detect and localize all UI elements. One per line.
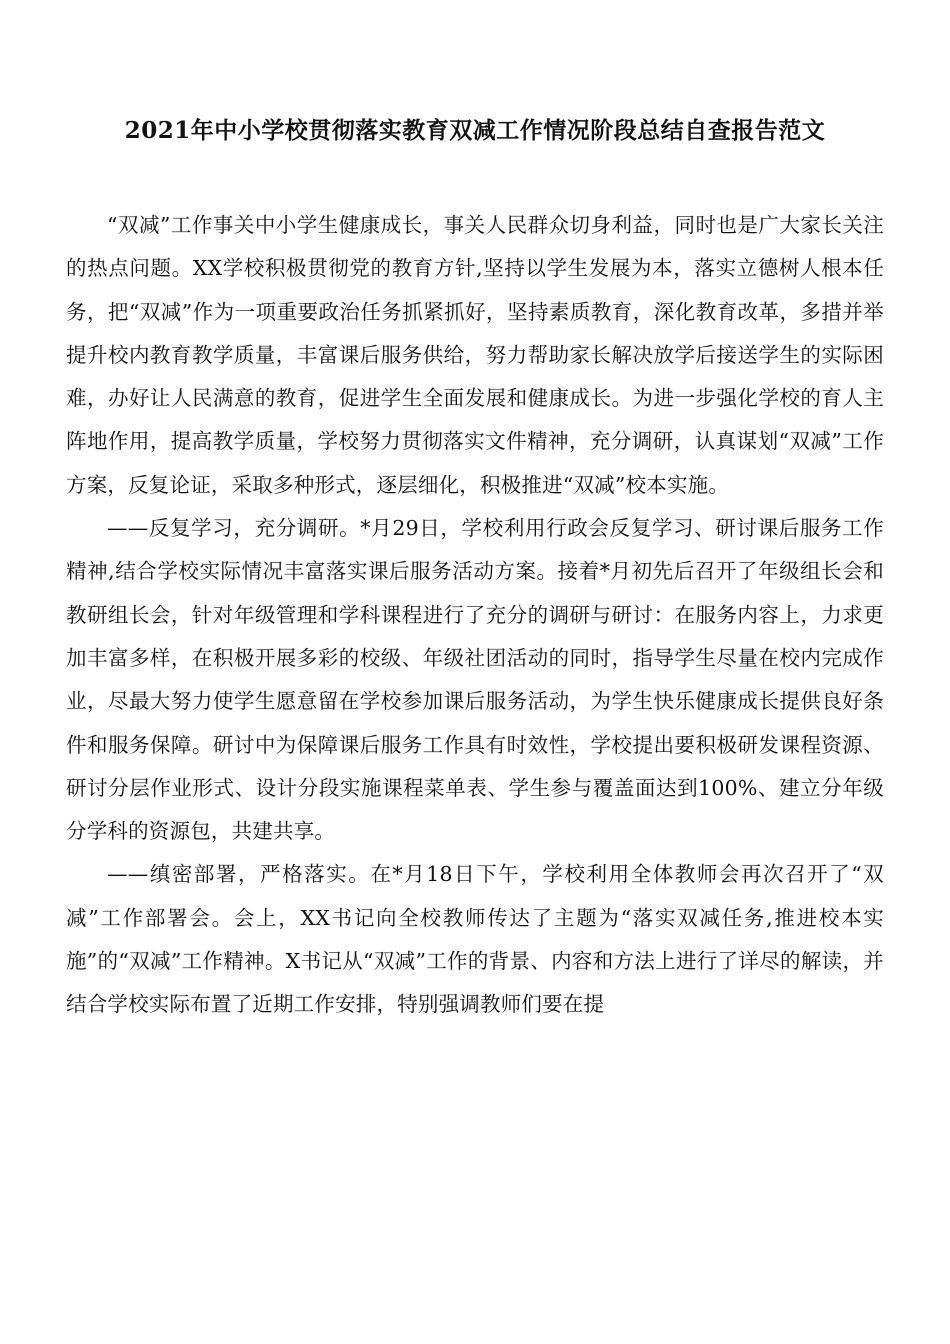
document-title: 2021年中小学校贯彻落实教育双减工作情况阶段总结自查报告范文 [124, 117, 826, 145]
document-body [66, 204, 884, 1027]
paragraph-deployment: ——缜密部署，严格落实。在*月18日下午，学校利用全体教师会再次召开了“双减”工作部署会。会上，XX书记向全校教师传达了主题为“落实双减任务,推进校本实施”的“双减”工作精神。X书记从“双减”工作的背景、内容和方法上进行了详尽的解读，并结合学校实际布置了近期工作安排，特别强调教师们要在提 [66, 862, 884, 1017]
paragraph-study-research: ——反复学习，充分调研。*月29日，学校利用行政会反复学习、研讨课后服务工作精神,结合学校实际情况丰富落实课后服务活动方案。接着*月初先后召开了年级组长会和教研组长会，针对年级管理和学科课程进行了充分的调研与研讨：在服务内容上，力求更加丰富多样，在积极开展多彩的校级、年级社团活动的同时，指导学生尽量在校内完成作业，尽最大努力使学生愿意留在学校参加课后服务活动，为学生快乐健康成长提供良好条件和服务保障。研讨中为保障课后服务工作具有时效性，学校提出要积极研发课程资源、研讨分层作业形式、设计分段实施课程菜单表、学生参与覆盖面达到100%、建立分年级分学科的资源包，共建共享。 [66, 516, 884, 844]
paragraph-intro: “双减”工作事关中小学生健康成长，事关人民群众切身利益，同时也是广大家长关注的热点问题。XX学校积极贯彻党的教育方针,坚持以学生发展为本，落实立德树人根本任务，把“双减”作为一项重要政治任务抓紧抓好，坚持素质教育，深化教育改革，多措并举提升校内教育教学质量，丰富课后服务供给，努力帮助家长解决放学后接送学生的实际困难，办好让人民满意的教育，促进学生全面发展和健康成长。为进一步强化学校的育人主阵地作用，提高教学质量，学校努力贯彻落实文件精神，充分调研，认真谋划“双减”工作方案，反复论证，采取多种形式，逐层细化，积极推进“双减”校本实施。 [66, 213, 884, 497]
